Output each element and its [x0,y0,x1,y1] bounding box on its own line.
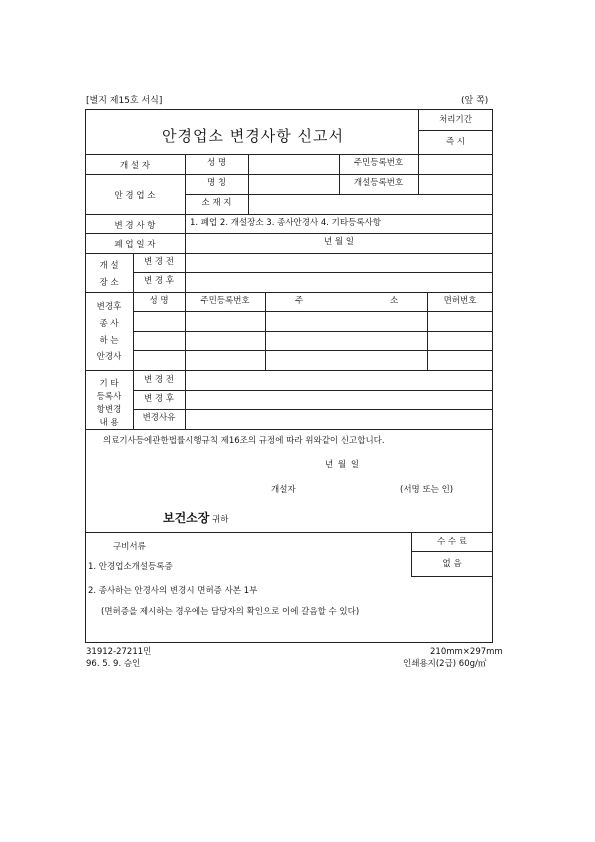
place-before-label: 변 경 전 [143,257,175,267]
optician-address-header-1: 주 [295,296,304,306]
registration-number-label: 개설등록번호 [353,178,404,188]
place-label-line2: 장 소 [99,278,119,288]
paper-size: 210mm×297mm [430,647,503,657]
row-line [85,154,493,155]
row-line [133,409,493,410]
optical-shop-label: 안 경 업 소 [114,191,156,201]
other-label-4: 내 용 [99,418,119,428]
change-item-label: 변 경 사 항 [114,221,156,231]
form-code: 31912-27211민 [86,647,152,657]
other-label-2: 등록사 [96,392,122,402]
closure-date-label: 폐 업 일 자 [114,240,156,250]
col-line [185,253,186,292]
row-line [85,174,493,175]
shop-name-label: 명 칭 [206,178,227,188]
place-label-line1: 개 설 [99,261,119,271]
form-title: 안경업소 변경사항 신고서 [162,127,344,145]
resident-number-label: 주민등록번호 [353,158,404,168]
row-line [85,429,493,430]
sign-date: 년 월 일 [325,460,361,470]
document-note: (면허증을 제시하는 경우에는 담당자의 확인으로 이에 갈음할 수 있다) [101,607,360,617]
col-line [248,154,249,214]
signature-label: (서명 또는 인) [400,485,454,495]
paper-type: 인쇄용지(2급) 60g/㎡ [403,659,487,669]
row-line [133,390,493,391]
other-label-1: 기 타 [99,379,119,389]
optician-license-header: 면허번호 [443,296,477,306]
other-label-3: 항변경 [96,405,122,415]
optician-address-header-2: 소 [390,296,399,306]
place-after-label: 변 경 후 [143,276,175,286]
fee-divider [411,551,493,552]
row-line [85,532,493,533]
row-line [133,311,493,312]
optician-label-1: 변경후 [96,302,122,312]
fee-divider [411,576,493,577]
row-line [133,272,493,273]
optician-label-3: 하 는 [99,336,119,346]
optician-label-4: 안경사 [96,352,122,362]
approval-date: 96. 5. 9. 승인 [86,659,141,669]
recipient-suffix: 귀하 [209,515,229,525]
col-line [418,154,419,194]
fee-value: 없 음 [442,559,462,569]
processing-period-value: 즉 시 [445,137,466,147]
form-number-label: [별지 제15호 서식] [86,96,163,106]
applicant-label: 개설자 [271,485,296,495]
other-before-label: 변 경 전 [143,375,175,385]
col-line [265,292,266,370]
name-label: 성 명 [206,158,227,168]
documents-heading: 구비서류 [113,542,146,552]
location-label: 소 재 지 [201,198,232,208]
document-item-2: 2. 종사하는 안경사의 변경시 면허증 사본 1부 [88,586,258,596]
row-line [85,292,493,293]
row-line [185,194,493,195]
fee-label: 수 수 료 [436,537,468,547]
row-line [133,350,493,351]
row-line [85,233,493,234]
declaration-text: 의료기사등에관한법률시행규칙 제16조의 규정에 따라 위와같이 신고합니다. [103,436,385,446]
closure-date-value: 년 월 일 [323,237,355,247]
other-reason-label: 변경사유 [142,413,176,423]
optician-name-header: 성 명 [149,296,169,306]
recipient [163,512,229,525]
row-line [85,370,493,371]
optician-label-2: 종 사 [99,319,119,329]
col-line [185,370,186,429]
page-side-label: (앞 쪽) [461,96,489,106]
founder-label: 개 설 자 [119,161,151,171]
processing-divider [418,130,493,131]
row-line [85,253,493,254]
other-after-label: 변 경 후 [143,394,175,404]
optician-resident-header: 주민등록번호 [200,296,250,306]
recipient-title: 보건소장 [163,511,210,525]
change-options: 1. 폐업 2. 개설장소 3. 종사안경사 4. 기타등록사항 [190,218,381,228]
row-line [133,331,493,332]
row-line [85,214,493,215]
processing-period-label: 처리기간 [439,115,472,125]
document-item-1: 1. 안경업소개설등록증 [88,562,173,572]
